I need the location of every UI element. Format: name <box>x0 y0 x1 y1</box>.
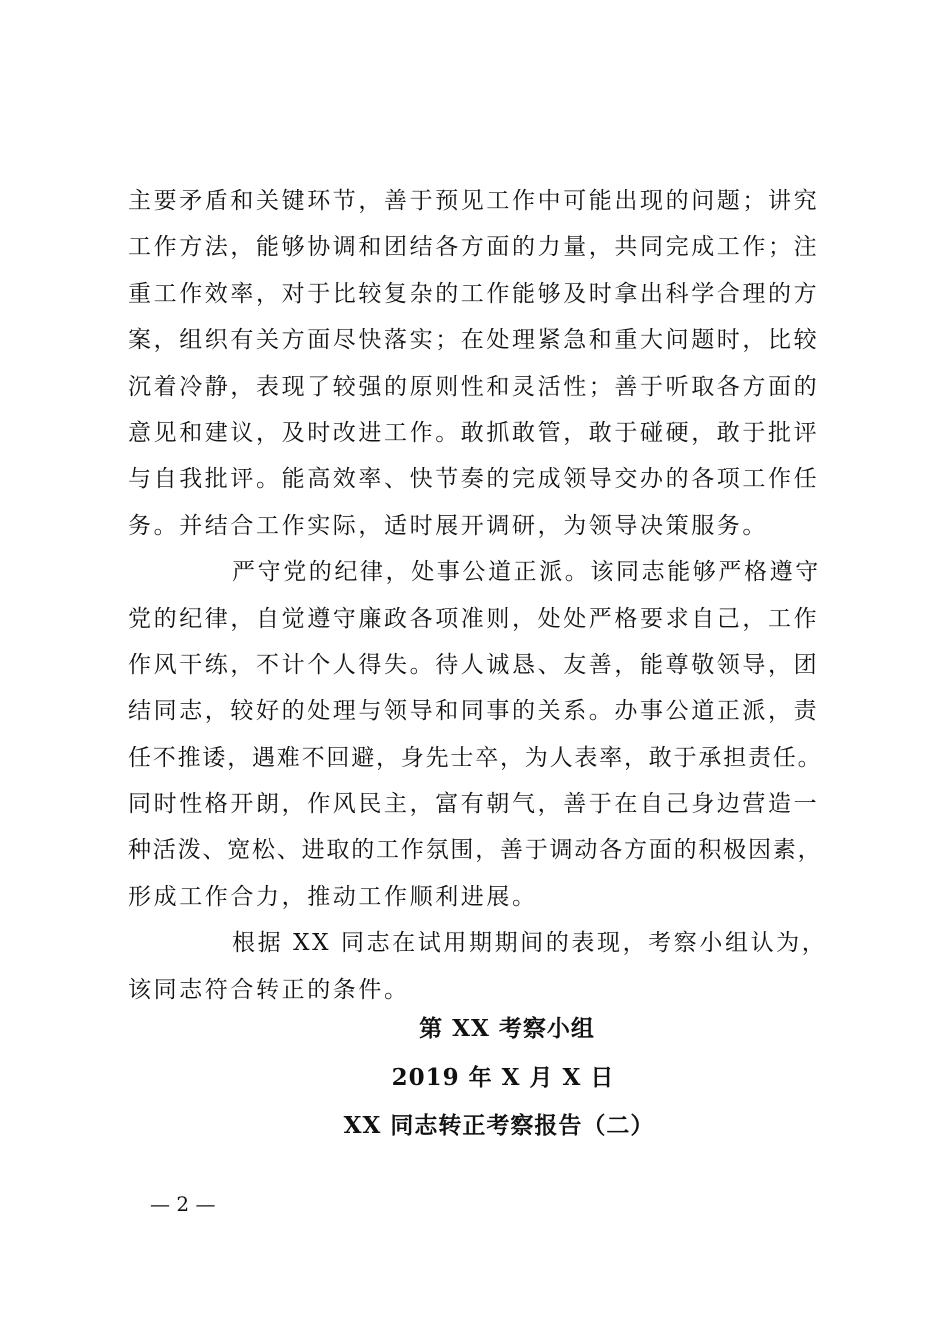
text-line: 任不推诿，遇难不回避，身先士卒，为人表率，敢于承担责任。 <box>128 744 823 771</box>
text-line: 案，组织有关方面尽快落实；在处理紧急和重大问题时，比较 <box>128 327 820 354</box>
text-line: 同时性格开朗，作风民主，富有朝气，善于在自己身边营造一 <box>128 791 820 818</box>
text-line: 重工作效率，对于比较复杂的工作能够及时拿出科学合理的方 <box>128 280 820 307</box>
signature-group: 第 XX 考察小组 <box>419 1015 595 1042</box>
signature-date: 2019 年 X 月 X 日 <box>391 1064 615 1091</box>
text-line: 该同志符合转正的条件。 <box>128 976 410 1003</box>
text-line: 工作方法，能够协调和团结各方面的力量，共同完成工作；注 <box>128 234 820 261</box>
text-line: 与自我批评。能高效率、快节奏的完成领导交办的各项工作任 <box>128 466 820 493</box>
body-text <box>128 178 832 1013</box>
text-line: 主要矛盾和关键环节，善于预见工作中可能出现的问题；讲究 <box>128 188 820 214</box>
paragraph-first-line: 根据 XX 同志在试用期期间的表现，考察小组认为， <box>232 930 828 957</box>
text-line: 种活泼、宽松、进取的工作氛围，善于调动各方面的积极因素， <box>128 837 823 864</box>
next-report-title: XX 同志转正考察报告（二） <box>343 1112 655 1139</box>
text-line: 形成工作合力，推动工作顺利进展。 <box>128 883 538 910</box>
text-line: 结同志，较好的处理与领导和同事的关系。办事公道正派，责 <box>128 698 820 725</box>
text-line: 沉着冷静，表现了较强的原则性和灵活性；善于听取各方面的 <box>128 373 820 400</box>
paragraph-first-line: 严守党的纪律，处事公道正派。该同志能够严格遵守 <box>232 559 821 586</box>
page-number: — 2 — <box>150 1192 216 1216</box>
text-line: 党的纪律，自觉遵守廉政各项准则，处处严格要求自己，工作 <box>128 605 820 632</box>
text-line: 意见和建议，及时改进工作。敢抓敢管，敢于碰硬，敢于批评 <box>128 419 820 446</box>
text-line: 作风干练，不计个人得失。待人诚恳、友善，能尊敬领导，团 <box>128 651 820 678</box>
text-line: 务。并结合工作实际，适时展开调研，为领导决策服务。 <box>128 512 768 539</box>
